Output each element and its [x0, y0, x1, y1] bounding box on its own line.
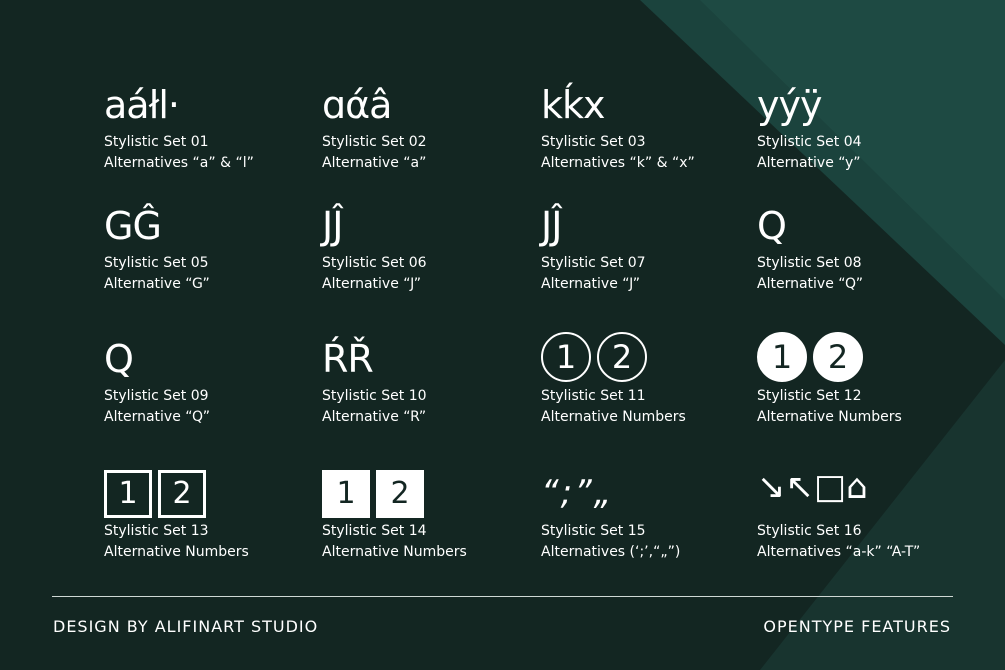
set-description: Alternatives “a-k” “A-T” [757, 544, 921, 560]
set-description: Alternative Numbers [541, 409, 686, 425]
glyph-sample-boxed-numbers [104, 470, 212, 520]
set-name: Stylistic Set 08 [757, 255, 862, 271]
filled-circled-number-two: 2 [813, 332, 863, 382]
set-name: Stylistic Set 05 [104, 255, 209, 271]
set-name: Stylistic Set 01 [104, 134, 209, 150]
set-name: Stylistic Set 10 [322, 388, 427, 404]
boxed-number-two: 2 [158, 470, 206, 518]
glyph-sample: ŔŘ [322, 337, 373, 381]
filled-circled-number-one: 1 [757, 332, 807, 382]
set-name: Stylistic Set 16 [757, 523, 862, 539]
set-name: Stylistic Set 06 [322, 255, 427, 271]
set-description: Alternatives “k” & “x” [541, 155, 695, 171]
set-name: Stylistic Set 03 [541, 134, 646, 150]
glyph-sample-symbols: ↘↖□⌂ [757, 467, 868, 507]
circled-number-two: 2 [597, 332, 647, 382]
glyph-sample: Q [104, 337, 133, 381]
set-name: Stylistic Set 07 [541, 255, 646, 271]
set-name: Stylistic Set 09 [104, 388, 209, 404]
set-name: Stylistic Set 14 [322, 523, 427, 539]
set-description: Alternative Numbers [322, 544, 467, 560]
set-name: Stylistic Set 11 [541, 388, 646, 404]
set-name: Stylistic Set 02 [322, 134, 427, 150]
set-description: Alternative “G” [104, 276, 210, 292]
set-description: Alternatives (‘;’,“„”) [541, 544, 681, 560]
glyph-sample-filled-boxed-numbers [322, 470, 430, 520]
glyph-sample-punctuation: “;”„ [541, 473, 614, 513]
set-description: Alternative “J” [541, 276, 641, 292]
glyph-sample: kḱx [541, 83, 605, 127]
glyph-sample-filled-circled-numbers [757, 332, 869, 382]
set-description: Alternative “a” [322, 155, 427, 171]
glyph-sample: JĴ [541, 204, 562, 248]
glyph-sample: yýÿ [757, 83, 822, 127]
footer-divider [52, 596, 953, 597]
set-name: Stylistic Set 04 [757, 134, 862, 150]
circled-number-one: 1 [541, 332, 591, 382]
set-description: Alternatives “a” & “l” [104, 155, 254, 171]
glyph-sample: Q [757, 204, 786, 248]
glyph-sample: ɑάâ [322, 83, 392, 127]
glyph-sample: aáłl· [104, 83, 180, 127]
set-description: Alternative Numbers [104, 544, 249, 560]
set-name: Stylistic Set 15 [541, 523, 646, 539]
glyph-sample: JĴ [322, 204, 343, 248]
set-description: Alternative “R” [322, 409, 427, 425]
set-description: Alternative “Q” [104, 409, 211, 425]
set-description: Alternative “Q” [757, 276, 864, 292]
filled-boxed-number-two: 2 [376, 470, 424, 518]
glyph-sample-circled-numbers [541, 332, 653, 382]
studio-credit: DESIGN BY ALIFINART STUDIO [53, 617, 319, 636]
set-description: Alternative Numbers [757, 409, 902, 425]
boxed-number-one: 1 [104, 470, 152, 518]
set-name: Stylistic Set 13 [104, 523, 209, 539]
set-description: Alternative “J” [322, 276, 422, 292]
filled-boxed-number-one: 1 [322, 470, 370, 518]
opentype-features-label: OPENTYPE FEATURES [763, 617, 951, 636]
glyph-sample: GĜ [104, 204, 161, 248]
set-name: Stylistic Set 12 [757, 388, 862, 404]
set-description: Alternative “y” [757, 155, 861, 171]
